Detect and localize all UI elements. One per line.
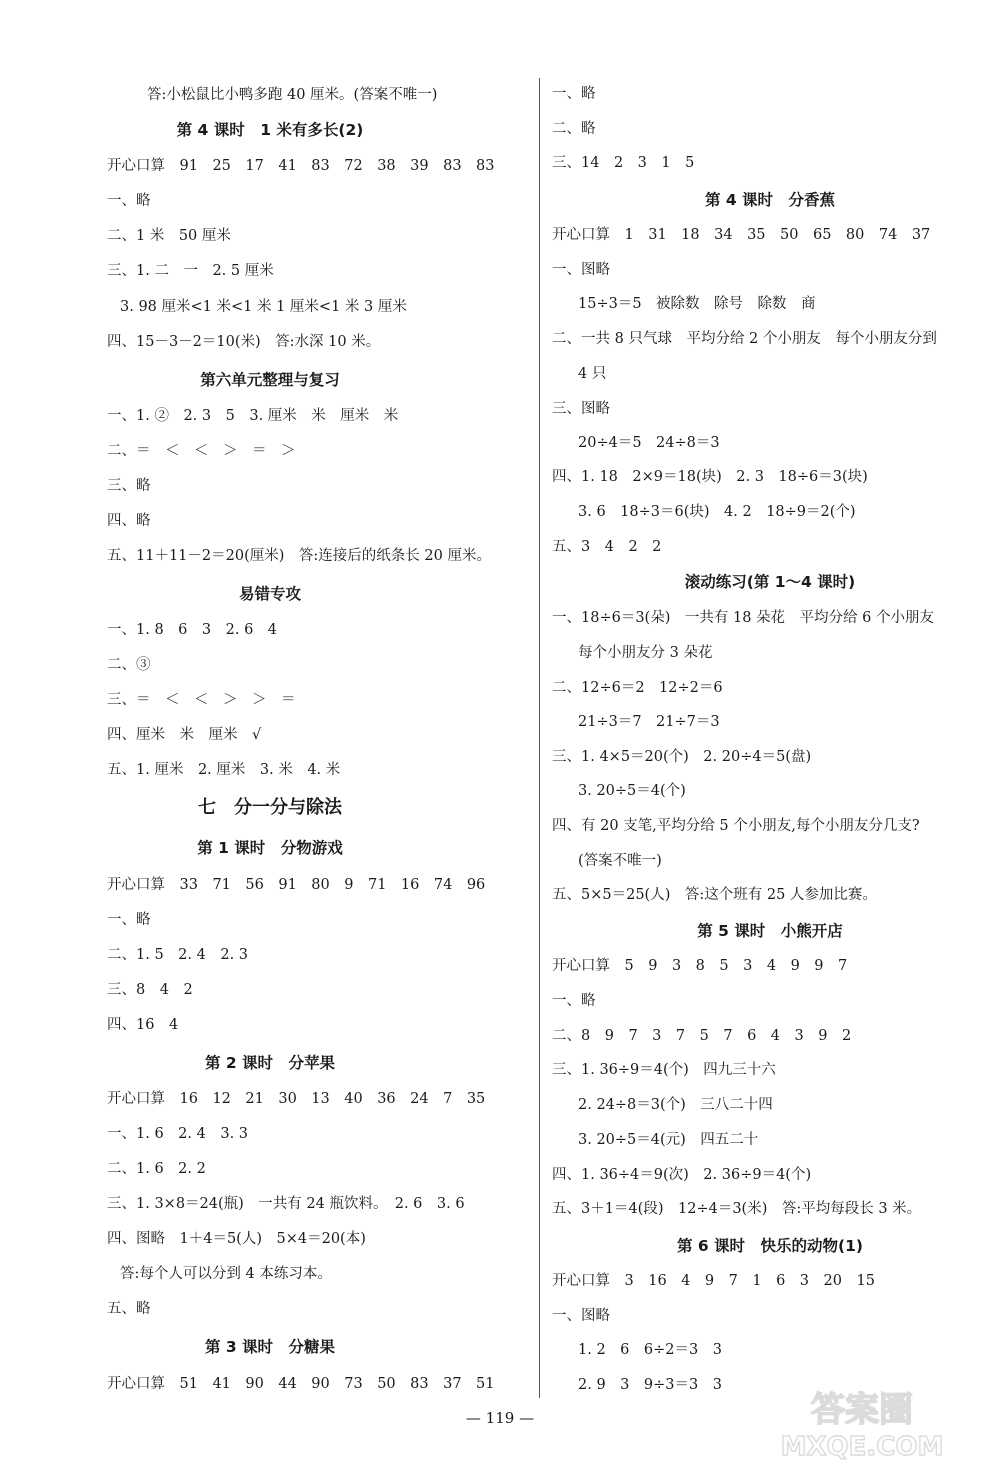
column-divider	[539, 78, 540, 1398]
section-heading: 第 3 课时 分糖果	[204, 1338, 336, 1356]
section-heading: 第 5 课时 小熊开店	[697, 922, 843, 940]
answer-line: 四、16 4	[107, 1017, 179, 1033]
answer-line: 二、1 米 50 厘米	[107, 228, 231, 244]
answer-line: 一、1. 6 2. 4 3. 3	[107, 1126, 249, 1142]
answer-line: 一、略	[107, 912, 151, 928]
answer-line: 3. 20÷5＝4(元) 四五二十	[578, 1132, 759, 1148]
answer-line: 2. 9 3 9÷3＝3 3	[578, 1377, 722, 1393]
chapter-heading: 七 分一分与除法	[198, 797, 342, 818]
answer-line: 答:小松鼠比小鸭多跑 40 厘米。(答案不唯一)	[147, 87, 438, 103]
answer-line: 五、3 4 2 2	[552, 539, 662, 555]
answer-line: 20÷4＝5 24÷8＝3	[578, 435, 720, 451]
answer-line: 二、12÷6＝2 12÷2＝6	[552, 680, 723, 696]
answer-line: 二、一共 8 只气球 平均分给 2 个小朋友 每个小朋友分到	[552, 331, 937, 347]
answer-line: 开心口算 33 71 56 91 80 9 71 16 74 96	[107, 877, 486, 893]
answer-line: 开心口算 91 25 17 41 83 72 38 39 83 83	[107, 158, 495, 174]
answer-line: 一、18÷6＝3(朵) 一共有 18 朵花 平均分给 6 个小朋友	[552, 610, 934, 626]
answer-line: 一、图略	[552, 262, 610, 278]
answer-line: 四、厘米 米 厘米 √	[107, 727, 262, 743]
answer-line: 三、1. 二 一 2. 5 厘米	[107, 263, 274, 279]
page-number: — 119 —	[465, 1409, 535, 1427]
answer-line: 21÷3＝7 21÷7＝3	[578, 714, 720, 730]
answer-line: 开心口算 5 9 3 8 5 3 4 9 9 7	[552, 958, 848, 974]
answer-line: 四、1. 36÷4＝9(次) 2. 36÷9＝4(个)	[552, 1167, 812, 1183]
answer-line: 二、＝ ＜ ＜ ＞ ＝ ＞	[107, 443, 296, 459]
answer-line: 五、5×5＝25(人) 答:这个班有 25 人参加比赛。	[552, 887, 877, 903]
answer-line: 二、1. 6 2. 2	[107, 1161, 206, 1177]
answer-line: 三、14 2 3 1 5	[552, 155, 695, 171]
answer-line: 3. 6 18÷3＝6(块) 4. 2 18÷9＝2(个)	[578, 504, 856, 520]
answer-line: 四、有 20 支笔,平均分给 5 个小朋友,每个小朋友分几支?	[552, 818, 920, 834]
answer-line: 四、略	[107, 513, 151, 529]
watermark-logo	[742, 1381, 982, 1463]
section-heading: 第六单元整理与复习	[200, 371, 340, 389]
answer-line: 一、1. 8 6 3 2. 6 4	[107, 622, 278, 638]
answer-line: 三、1. 4×5＝20(个) 2. 20÷4＝5(盘)	[552, 749, 812, 765]
answer-line: 3. 20÷5＝4(个)	[578, 783, 686, 799]
section-heading: 第 2 课时 分苹果	[204, 1054, 336, 1072]
answer-line: 一、1. ② 2. 3 5 3. 厘米 米 厘米 米	[107, 408, 399, 424]
answer-line: 3. 98 厘米<1 米<1 米 1 厘米<1 米 3 厘米	[120, 299, 407, 315]
answer-line: 二、③	[107, 657, 151, 673]
answer-line: 1. 2 6 6÷2＝3 3	[578, 1342, 722, 1358]
answer-line: (答案不唯一)	[578, 853, 662, 869]
answer-line: 二、8 9 7 3 7 5 7 6 4 3 9 2	[552, 1028, 852, 1044]
section-heading: 滚动练习(第 1～4 课时)	[684, 573, 856, 591]
answer-line: 五、11＋11－2＝20(厘米) 答:连接后的纸条长 20 厘米。	[107, 548, 491, 564]
answer-line: 开心口算 51 41 90 44 90 73 50 83 37 51	[107, 1376, 495, 1392]
watermark-url: MXQE.COM	[780, 1432, 944, 1462]
answer-line: 开心口算 1 31 18 34 35 50 65 80 74 37	[552, 227, 931, 243]
answer-line: 三、图略	[552, 401, 610, 417]
section-heading: 第 1 课时 分物游戏	[197, 839, 343, 857]
answer-line: 三、略	[107, 478, 151, 494]
answer-line: 五、1. 厘米 2. 厘米 3. 米 4. 米	[107, 762, 341, 778]
answer-line: 一、略	[552, 993, 596, 1009]
watermark-text: 答案圈	[811, 1390, 913, 1430]
answer-line: 三、8 4 2	[107, 982, 193, 998]
answer-line: 2. 24÷8＝3(个) 三八二十四	[578, 1097, 773, 1113]
answer-line: 五、3＋1＝4(段) 12÷4＝3(米) 答:平均每段长 3 米。	[552, 1201, 922, 1217]
answer-line: 四、1. 18 2×9＝18(块) 2. 3 18÷6＝3(块)	[552, 469, 868, 485]
answer-line: 四、图略 1＋4＝5(人) 5×4＝20(本)	[107, 1231, 366, 1247]
answer-line: 每个小朋友分 3 朵花	[578, 645, 713, 661]
answer-line: 三、1. 3×8＝24(瓶) 一共有 24 瓶饮料。 2. 6 3. 6	[107, 1196, 465, 1212]
answer-line: 一、图略	[552, 1308, 610, 1324]
answer-line: 三、＝ ＜ ＜ ＞ ＞ ＝	[107, 692, 296, 708]
answer-line: 4 只	[578, 366, 607, 382]
answer-line: 五、略	[107, 1301, 151, 1317]
section-heading: 第 6 课时 快乐的动物(1)	[676, 1237, 864, 1255]
answer-line: 答:每个人可以分到 4 本练习本。	[120, 1266, 332, 1282]
answer-line: 四、15－3－2＝10(米) 答:水深 10 米。	[107, 334, 381, 350]
answer-line: 开心口算 16 12 21 30 13 40 36 24 7 35	[107, 1091, 486, 1107]
section-heading: 第 4 课时 分香蕉	[704, 191, 836, 209]
section-heading: 第 4 课时 1 米有多长(2)	[176, 121, 364, 139]
answer-line: 开心口算 3 16 4 9 7 1 6 3 20 15	[552, 1273, 875, 1289]
answer-line: 三、1. 36÷9＝4(个) 四九三十六	[552, 1062, 776, 1078]
answer-line: 15÷3＝5 被除数 除号 除数 商	[578, 296, 816, 312]
answer-line: 一、略	[107, 193, 151, 209]
section-heading: 易错专攻	[238, 585, 301, 603]
answer-line: 二、略	[552, 121, 596, 137]
answer-line: 一、略	[552, 86, 596, 102]
answer-line: 二、1. 5 2. 4 2. 3	[107, 947, 249, 963]
